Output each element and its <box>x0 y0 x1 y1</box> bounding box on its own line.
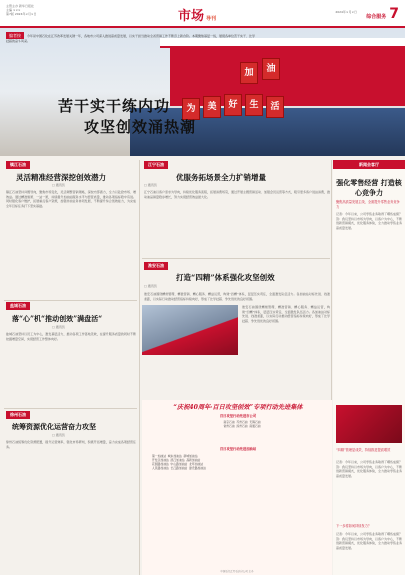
column-divider <box>139 160 140 575</box>
sidebar-subhead: 聚焦高质量发展主线，全面提升零售业务竞争力 <box>336 200 400 209</box>
sidebar-photo <box>336 405 402 443</box>
headline-line2: 攻坚创效涌热潮 <box>84 118 197 136</box>
sidebar-subhead: “四精”管理显成效，持续推进提质增效 <box>336 448 391 452</box>
meta-line: 主编 ××× <box>6 8 21 12</box>
hero-banner <box>0 28 405 156</box>
article-label: 镇江石油 <box>6 161 30 169</box>
article-body: 淮安石油围绕精细管理、精准营销、精心服务、精益运营，构建“四精”体系，层层压实责任，全面激发队伍活力。各加油站对标先进、找准差距，以实际行动推动经营指标持续向好，形成了比学赶超、争先创优的良好氛围。 <box>144 292 330 301</box>
masthead-meta <box>6 4 37 16</box>
slogan-sign: 为 <box>182 98 200 120</box>
fuel-station-staff-photo <box>142 305 238 355</box>
sidebar-subhead: 下一步将如何持续发力？ <box>336 524 372 528</box>
article-body: 江宁石油以客户需求为导向，持续优化服务流程，拓展消费场景，通过开展主题营销活动、加强会员运营等方式，吸引更多客户进站消费，推动油品销量稳步增长，努力实现经营效益最大化。 <box>144 190 330 199</box>
row-divider <box>4 300 137 301</box>
article-byline: □ 通讯员 <box>52 325 65 329</box>
award-group-heading: 百日攻坚行动先进加油站 <box>219 447 257 451</box>
editor-note-text: 今年是中国石化在江苏改革发展关键一年，各地市公司深入推进高质量发展，以实干担当推动全省营销工作不断迈上新台阶。本期聚焦基层一线，展现各单位苦干实干、比学赶超的奋斗风采。 <box>6 34 256 43</box>
sidebar-body: 记者：今年以来，公司零售业务取得了哪些成绩？答：我们坚持以市场为导向，以客户为中心，不断创新营销模式，优化服务体验，全力推动零售业务高质量发展。 <box>336 212 402 230</box>
article-body: 镇江石油坚持问题导向，聚焦市场变化，灵活调整营销策略，深挖内部潜力，全力以赴抢市场、增效益。通过精准施策、一站一策，持续提升加油站服务水平与经营质量，推动各项指标稳中有进。同时强化客户维护，拓展重点客户资源，加强非油业务协同发展，不断提升综合创效能力，为完成全年目标任务打下坚实基础。 <box>6 190 136 208</box>
headline-line1: 苦干实干练内功 <box>58 97 171 115</box>
award-group-heading: 百日攻坚行动先进市公司 <box>219 414 257 418</box>
slogan-sign: 活 <box>266 96 284 118</box>
slogan-sign: 好 <box>224 94 242 116</box>
slogan-sign: 油 <box>262 58 280 80</box>
section-name: 综合服务 <box>366 14 387 20</box>
row-divider <box>142 258 330 259</box>
footnote: 中国石化江苏石油分公司 主办 <box>220 570 254 573</box>
article-body: 盐城石油坚持以员工为中心，激发基层活力，推动各项工作落地见效，在提升服务质量的同时不断挖掘增量空间，实现经营工作整体向好。 <box>6 332 136 341</box>
article-byline: □ 通讯员 <box>144 284 157 288</box>
logo-subtext: 导刊 <box>206 16 217 22</box>
article-title: 落“心”机“推动创效”满盘活“ <box>12 314 103 323</box>
article-title: 优服务拓场景全力扩销增量 <box>176 173 266 182</box>
slogan-sign: 美 <box>203 96 221 118</box>
article-label: 淮安石油 <box>144 262 168 270</box>
article-body: 徐州石油统筹优化资源配置，提升运营效率，强化市场研判，积极开拓增量，奋力完成各项经营任务。 <box>6 440 136 449</box>
meta-line: 第7版 2024年×月×日 <box>6 12 37 16</box>
logo-text: 市场 <box>178 9 205 24</box>
article-title: 灵活精准经营深挖创效潜力 <box>16 173 106 182</box>
article-label: 盐城石油 <box>6 302 30 310</box>
sidebar-body: 记者：今年以来，公司零售业务取得了哪些成绩？答：我们坚持以市场为导向，以客户为中心，不断创新营销模式，优化服务体验，全力推动零售业务高质量发展。 <box>336 460 402 478</box>
article-byline: □ 通讯员 <box>52 183 65 187</box>
article-byline: □ 通讯员 <box>144 183 157 187</box>
sidebar-title: 强化零售经营 打造核心竞争力 <box>336 178 402 197</box>
article-title: 打造“四精”体系强化攻坚创效 <box>176 273 275 282</box>
article-byline: □ 通讯员 <box>52 433 65 437</box>
section-header <box>366 6 399 22</box>
article-title: 统筹资源优化运营奋力攻坚 <box>12 422 96 431</box>
page-number: 7 <box>389 6 399 22</box>
meta-line: 主管主办 新华日报社 <box>6 4 34 8</box>
slogan-sign: 生 <box>245 94 263 116</box>
article-body-continued: 淮安石油围绕精细管理、精准营销、精心服务、精益运营，构建“四精”体系，层层压实责任，全面激发队伍活力。各加油站对标先进、找准差距，以实际行动推动经营指标持续向好，形成了比学赶超、争先创优的良好氛围。 <box>242 305 330 323</box>
issue-date: 2024年×月×日 <box>335 10 357 14</box>
article-label: 江宁石油 <box>144 161 168 169</box>
row-divider <box>4 408 137 409</box>
award-list: 南京石油 苏州石油 无锡石油 常州石油 扬州石油 南通石油 <box>223 420 261 429</box>
newspaper-logo <box>178 5 216 24</box>
article-label: 徐州石油 <box>6 411 30 419</box>
editor-note-tag: 编者按 <box>6 32 24 39</box>
slogan-sign: 加 <box>240 62 258 84</box>
award-title: “庆祝40周年·百日攻坚创效”专项行动先进集体 <box>173 404 303 411</box>
sidebar-body: 记者：今年以来，公司零售业务取得了哪些成绩？答：我们坚持以市场为导向，以客户为中心，不断创新营销模式，优化服务体验，全力推动零售业务高质量发展。 <box>336 532 402 550</box>
masthead <box>0 0 405 28</box>
sidebar-header: 新闻会客厅 <box>333 160 405 169</box>
award-list: 第一加油站 城东加油站 新城加油站 开发区加油站 滨江加油站 高新加油站 花园路加油站 中山路加油站 北环加油站 人民路加油站 长江路加油站 建设路加油站 <box>152 454 206 471</box>
